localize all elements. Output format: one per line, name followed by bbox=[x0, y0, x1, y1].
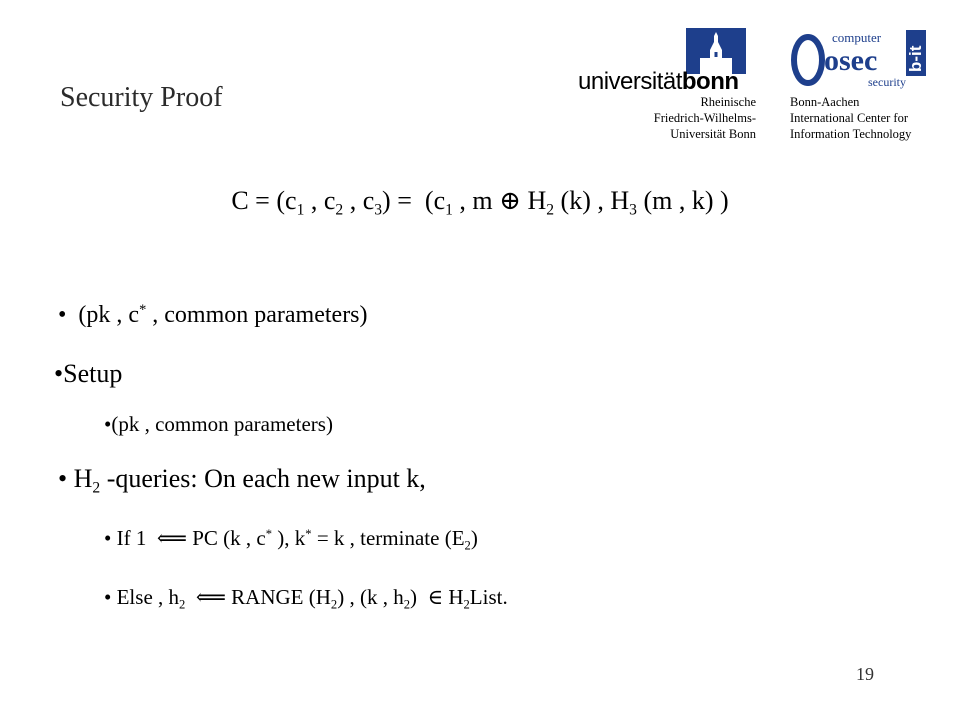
page-number: 19 bbox=[856, 664, 874, 684]
slide-title: Security Proof bbox=[60, 82, 223, 113]
bullet-setup: •Setup bbox=[54, 359, 123, 388]
ciphertext-formula: $C = (c_1$ , $c_2$ , $c_3) = (c_1$ , m ⊕ $H_2$ (k) , $H_3$ (m , k) ) bbox=[231, 186, 729, 219]
cosec-security-text: security bbox=[868, 75, 906, 89]
cosec-main-text: osec bbox=[824, 44, 878, 77]
university-bonn-logo bbox=[578, 28, 768, 148]
cosec-badge-text: b-it bbox=[906, 45, 925, 72]
bonn-wordmark: universitätbonn bbox=[578, 68, 739, 95]
cosec-computer-text: computer bbox=[832, 30, 882, 45]
bullet-else-condition: • Else , $h_2$ ⟸ RANGE $(H_2)$ , (k , $h_2$) ∈ $H_2List$. bbox=[104, 585, 508, 612]
bonn-subtitle: Rheinische Friedrich-Wilhelms- Universität Bonn bbox=[653, 95, 756, 141]
bullet-if-condition: • If 1 ⟸ PC (k , c* ), k* = k , terminate $(E_2)$ bbox=[104, 526, 478, 553]
cosec-subtitle: Bonn-Aachen International Center for Information Technology bbox=[790, 95, 912, 141]
bullet-public-key: • (pk , c* , common parameters) bbox=[58, 302, 368, 328]
cosec-logo bbox=[790, 28, 950, 148]
bullet-h2-queries: • $H_2$ -queries: On each new input k, bbox=[58, 464, 426, 497]
cosec-mark-icon bbox=[790, 28, 930, 90]
bullet-setup-params: •(pk , common parameters) bbox=[104, 412, 333, 436]
